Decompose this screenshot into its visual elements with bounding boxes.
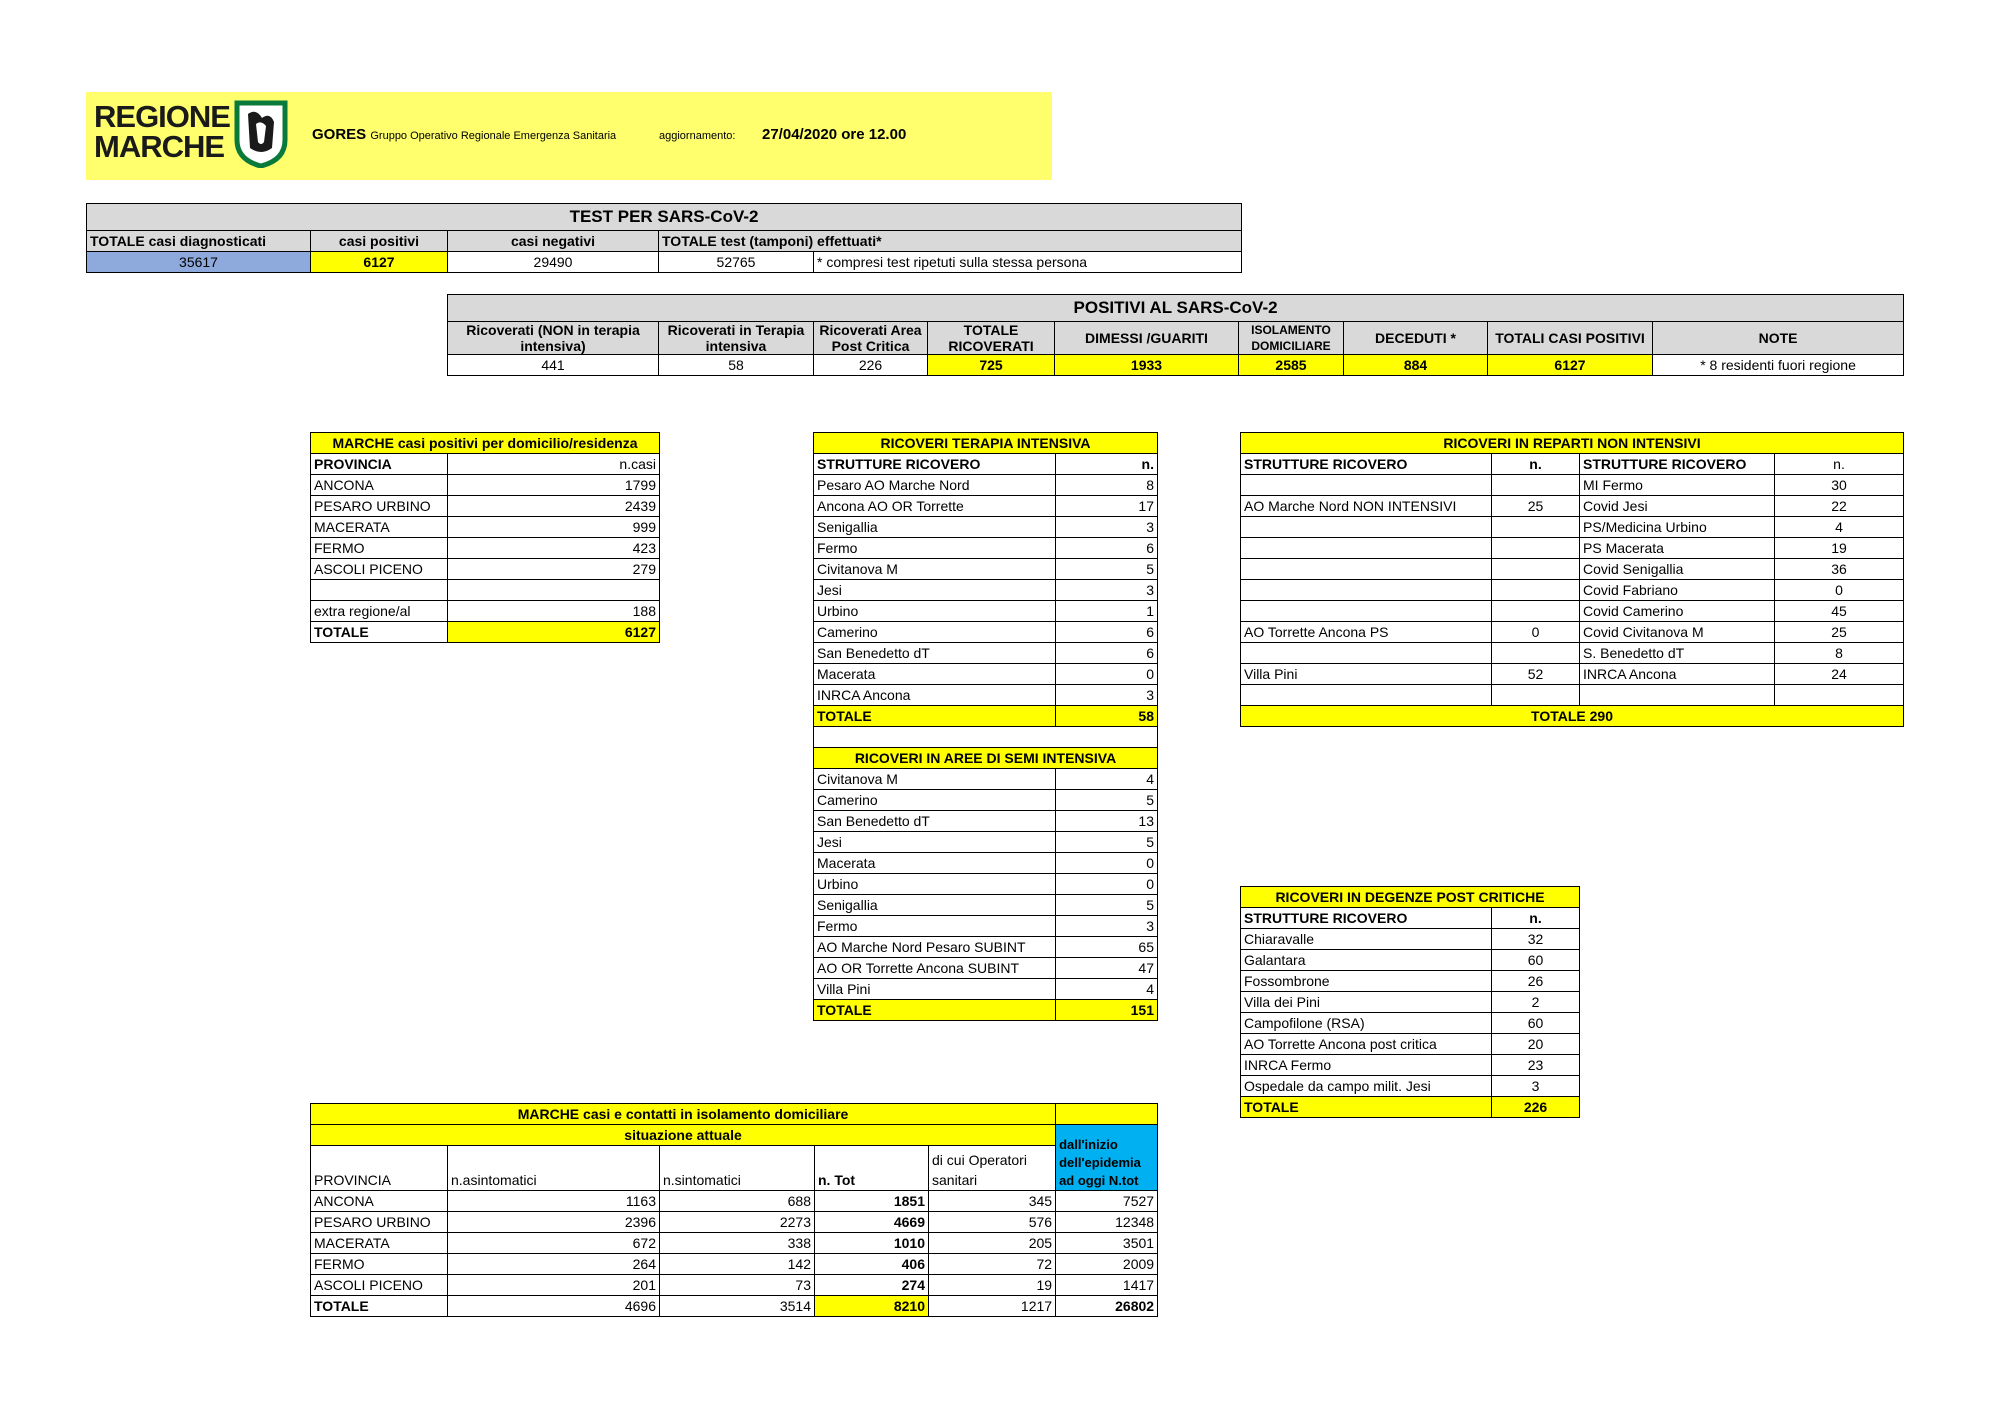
regione-marche-logo xyxy=(94,99,230,164)
ti-row xyxy=(814,538,1158,559)
ti-row-cell: Senigallia xyxy=(814,517,1056,538)
province-title: MARCHE casi positivi per domicilio/residenza xyxy=(311,433,660,454)
ti-spacer-row xyxy=(814,727,1158,748)
province-row xyxy=(311,601,660,622)
province-row xyxy=(311,475,660,496)
iso-row-cell: MACERATA xyxy=(311,1233,448,1254)
iso-row-cell: 2273 xyxy=(660,1212,815,1233)
ni-row-cell xyxy=(1241,538,1492,559)
ni-row-cell: 8 xyxy=(1775,643,1904,664)
pc-title: RICOVERI IN DEGENZE POST CRITICHE xyxy=(1241,887,1580,908)
pc-row-cell: 26 xyxy=(1492,971,1580,992)
ni-row-cell xyxy=(1241,601,1492,622)
ni-row-cell xyxy=(1492,601,1580,622)
iso-row xyxy=(311,1233,1158,1254)
ni-row-cell: S. Benedetto dT xyxy=(1580,643,1775,664)
si-row-cell: Camerino xyxy=(814,790,1056,811)
ni-row-cell: Covid Civitanova M xyxy=(1580,622,1775,643)
iso-total-ntot: 8210 xyxy=(815,1296,929,1317)
update-label: aggiornamento: xyxy=(659,130,736,142)
ni-row xyxy=(1241,517,1904,538)
ni-row-cell: 36 xyxy=(1775,559,1904,580)
ti-row-cell: 3 xyxy=(1056,685,1158,706)
ti-row xyxy=(814,664,1158,685)
province-row xyxy=(311,538,660,559)
pc-row-cell: 60 xyxy=(1492,950,1580,971)
si-row-cell: 47 xyxy=(1056,958,1158,979)
province-row-cell: 279 xyxy=(448,559,660,580)
val-ricoverati-ti: 58 xyxy=(659,355,814,376)
ni-row xyxy=(1241,559,1904,580)
ni-row-cell xyxy=(1492,685,1580,706)
ni-col-n-2: n. xyxy=(1775,454,1904,475)
iso-row-cell: ASCOLI PICENO xyxy=(311,1275,448,1296)
ni-row-cell xyxy=(1241,559,1492,580)
iso-row-cell: 274 xyxy=(815,1275,929,1296)
pc-row xyxy=(1241,992,1580,1013)
val-totale-diagnosticati: 35617 xyxy=(87,252,311,273)
iso-row-cell: 688 xyxy=(660,1191,815,1212)
si-row-cell: AO OR Torrette Ancona SUBINT xyxy=(814,958,1056,979)
ni-row-cell xyxy=(1492,475,1580,496)
si-total-label: TOTALE xyxy=(814,1000,1056,1021)
ti-row-cell: INRCA Ancona xyxy=(814,685,1056,706)
ti-row-cell: Ancona AO OR Torrette xyxy=(814,496,1056,517)
ni-row-cell xyxy=(1775,685,1904,706)
iso-row-cell: 576 xyxy=(929,1212,1056,1233)
ni-row-cell xyxy=(1241,517,1492,538)
si-row xyxy=(814,811,1158,832)
ti-row-cell: Jesi xyxy=(814,580,1056,601)
th-iso-provincia: PROVINCIA xyxy=(311,1146,448,1191)
th-totale-diagnosticati: TOTALE casi diagnosticati xyxy=(87,231,311,252)
val-deceduti: 884 xyxy=(1344,355,1488,376)
iso-total-sintomatici: 3514 xyxy=(660,1296,815,1317)
pc-row xyxy=(1241,929,1580,950)
province-row-cell: FERMO xyxy=(311,538,448,559)
si-title: RICOVERI IN AREE DI SEMI INTENSIVA xyxy=(814,748,1158,769)
province-row-cell: 2439 xyxy=(448,496,660,517)
pc-row xyxy=(1241,1034,1580,1055)
ni-row-cell: 0 xyxy=(1775,580,1904,601)
province-row-cell xyxy=(311,580,448,601)
ni-row-cell: 0 xyxy=(1492,622,1580,643)
pc-row-cell: AO Torrette Ancona post critica xyxy=(1241,1034,1492,1055)
iso-subtitle: situazione attuale xyxy=(311,1125,1056,1146)
ni-row-cell: 22 xyxy=(1775,496,1904,517)
pc-row-cell: Galantara xyxy=(1241,950,1492,971)
province-row xyxy=(311,559,660,580)
si-row-cell: 4 xyxy=(1056,979,1158,1000)
ni-row xyxy=(1241,475,1904,496)
ti-row xyxy=(814,496,1158,517)
ti-row-cell: Fermo xyxy=(814,538,1056,559)
ni-row-cell: INRCA Ancona xyxy=(1580,664,1775,685)
province-row xyxy=(311,517,660,538)
shield-emblem-icon xyxy=(234,100,288,168)
ni-col-strutture-2: STRUTTURE RICOVERO xyxy=(1580,454,1775,475)
val-totale-ricoverati: 725 xyxy=(928,355,1055,376)
si-row-cell: Macerata xyxy=(814,853,1056,874)
iso-total-operatori: 1217 xyxy=(929,1296,1056,1317)
si-row-cell: Civitanova M xyxy=(814,769,1056,790)
th-ricoverati-non-ti: Ricoverati (NON in terapia intensiva) xyxy=(448,322,659,355)
gores-label xyxy=(312,126,616,143)
si-row xyxy=(814,937,1158,958)
logo-line-2: MARCHE xyxy=(94,129,225,164)
ni-row-cell: 25 xyxy=(1492,496,1580,517)
val-dimessi-guariti: 1933 xyxy=(1055,355,1239,376)
iso-row-cell: 345 xyxy=(929,1191,1056,1212)
si-row-cell: 65 xyxy=(1056,937,1158,958)
ti-row-cell: Macerata xyxy=(814,664,1056,685)
org-short: GORES xyxy=(312,126,367,143)
ti-row-cell: 3 xyxy=(1056,580,1158,601)
ni-col-n-1: n. xyxy=(1492,454,1580,475)
ti-row-cell: 3 xyxy=(1056,517,1158,538)
th-note: NOTE xyxy=(1653,322,1904,355)
ti-row xyxy=(814,643,1158,664)
val-casi-negativi: 29490 xyxy=(448,252,659,273)
pc-row xyxy=(1241,971,1580,992)
iso-row-cell: 201 xyxy=(448,1275,660,1296)
iso-total-label: TOTALE xyxy=(311,1296,448,1317)
pc-row-cell: 23 xyxy=(1492,1055,1580,1076)
ni-row-cell: 24 xyxy=(1775,664,1904,685)
ni-row xyxy=(1241,685,1904,706)
ni-row-cell xyxy=(1241,685,1492,706)
iso-row-cell: 2009 xyxy=(1056,1254,1158,1275)
ti-row-cell: 1 xyxy=(1056,601,1158,622)
pc-row-cell: 3 xyxy=(1492,1076,1580,1097)
non-intensivi-table xyxy=(1240,432,1904,727)
si-row-cell: 5 xyxy=(1056,790,1158,811)
th-isolamento-domiciliare: ISOLAMENTO DOMICILIARE xyxy=(1239,322,1344,355)
val-ricoverati-post-critica: 226 xyxy=(814,355,928,376)
ni-row-cell xyxy=(1241,475,1492,496)
iso-row-cell: 2396 xyxy=(448,1212,660,1233)
ni-row-cell: 52 xyxy=(1492,664,1580,685)
ti-row-cell: Civitanova M xyxy=(814,559,1056,580)
si-row-cell: Fermo xyxy=(814,916,1056,937)
pc-row-cell: 20 xyxy=(1492,1034,1580,1055)
ni-row-cell: Covid Senigallia xyxy=(1580,559,1775,580)
iso-row-cell: 12348 xyxy=(1056,1212,1158,1233)
si-row xyxy=(814,979,1158,1000)
iso-title-filler xyxy=(1056,1104,1158,1125)
iso-row xyxy=(311,1212,1158,1233)
province-row-cell: 188 xyxy=(448,601,660,622)
province-row-cell: PESARO URBINO xyxy=(311,496,448,517)
ni-row-cell: AO Torrette Ancona PS xyxy=(1241,622,1492,643)
ni-row-cell: Covid Jesi xyxy=(1580,496,1775,517)
pc-total-value: 226 xyxy=(1492,1097,1580,1118)
si-row xyxy=(814,790,1158,811)
iso-row-cell: 7527 xyxy=(1056,1191,1158,1212)
iso-row-cell: 142 xyxy=(660,1254,815,1275)
ti-row xyxy=(814,559,1158,580)
ti-row-cell: 6 xyxy=(1056,622,1158,643)
pc-row xyxy=(1241,1013,1580,1034)
ti-row xyxy=(814,580,1158,601)
ni-row-cell: 4 xyxy=(1775,517,1904,538)
si-row-cell: AO Marche Nord Pesaro SUBINT xyxy=(814,937,1056,958)
iso-row-cell: 338 xyxy=(660,1233,815,1254)
si-row-cell: 5 xyxy=(1056,832,1158,853)
iso-row-cell: 205 xyxy=(929,1233,1056,1254)
si-row xyxy=(814,874,1158,895)
update-value: 27/04/2020 ore 12.00 xyxy=(762,126,907,143)
val-totale-test: 52765 xyxy=(659,252,814,273)
ni-row-cell xyxy=(1492,559,1580,580)
si-row-cell: 0 xyxy=(1056,874,1158,895)
iso-row-cell: 406 xyxy=(815,1254,929,1275)
ni-total: TOTALE 290 xyxy=(1241,706,1904,727)
si-total-value: 151 xyxy=(1056,1000,1158,1021)
iso-row xyxy=(311,1254,1158,1275)
ni-row-cell: Covid Fabriano xyxy=(1580,580,1775,601)
ti-row-cell: 8 xyxy=(1056,475,1158,496)
province-row xyxy=(311,496,660,517)
ti-col-strutture: STRUTTURE RICOVERO xyxy=(814,454,1056,475)
si-row-cell: San Benedetto dT xyxy=(814,811,1056,832)
ni-row-cell: AO Marche Nord NON INTENSIVI xyxy=(1241,496,1492,517)
si-row-cell: 0 xyxy=(1056,853,1158,874)
iso-row-cell: 3501 xyxy=(1056,1233,1158,1254)
ti-total-value: 58 xyxy=(1056,706,1158,727)
th-dimessi-guariti: DIMESSI /GUARITI xyxy=(1055,322,1239,355)
iso-row-cell: PESARO URBINO xyxy=(311,1212,448,1233)
ni-row xyxy=(1241,538,1904,559)
th-iso-asintomatici: n.asintomatici xyxy=(448,1146,660,1191)
si-row xyxy=(814,853,1158,874)
th-casi-negativi: casi negativi xyxy=(448,231,659,252)
ni-title: RICOVERI IN REPARTI NON INTENSIVI xyxy=(1241,433,1904,454)
terapia-intensiva-table xyxy=(813,432,1158,1021)
province-row-cell: ASCOLI PICENO xyxy=(311,559,448,580)
pc-row xyxy=(1241,1076,1580,1097)
val-note: * 8 residenti fuori regione xyxy=(1653,355,1904,376)
ni-row-cell xyxy=(1492,643,1580,664)
pc-col-strutture: STRUTTURE RICOVERO xyxy=(1241,908,1492,929)
si-row-cell: 13 xyxy=(1056,811,1158,832)
th-iso-sintomatici: n.sintomatici xyxy=(660,1146,815,1191)
ti-row-cell: San Benedetto dT xyxy=(814,643,1056,664)
province-table xyxy=(310,432,660,643)
province-row-cell: extra regione/al xyxy=(311,601,448,622)
th-iso-operatori: di cui Operatori sanitari xyxy=(929,1146,1056,1191)
ni-row-cell xyxy=(1492,538,1580,559)
th-totali-casi-positivi: TOTALI CASI POSITIVI xyxy=(1488,322,1653,355)
pc-col-n: n. xyxy=(1492,908,1580,929)
si-row-cell: Jesi xyxy=(814,832,1056,853)
iso-row-cell: 1851 xyxy=(815,1191,929,1212)
province-total-label: TOTALE xyxy=(311,622,448,643)
ni-row-cell: PS Macerata xyxy=(1580,538,1775,559)
ni-row-cell: 45 xyxy=(1775,601,1904,622)
positivi-title: POSITIVI AL SARS-CoV-2 xyxy=(448,295,1904,322)
ni-row-cell: Villa Pini xyxy=(1241,664,1492,685)
iso-row-cell: FERMO xyxy=(311,1254,448,1275)
province-row-cell: MACERATA xyxy=(311,517,448,538)
th-totale-test: TOTALE test (tamponi) effettuati* xyxy=(659,231,1242,252)
logo-line-1: REGIONE xyxy=(94,99,230,134)
test-note: * compresi test ripetuti sulla stessa persona xyxy=(814,252,1242,273)
th-deceduti: DECEDUTI * xyxy=(1344,322,1488,355)
iso-row-cell: 264 xyxy=(448,1254,660,1275)
iso-row-cell: 19 xyxy=(929,1275,1056,1296)
pc-row-cell: Fossombrone xyxy=(1241,971,1492,992)
ni-row xyxy=(1241,601,1904,622)
pc-row-cell: Campofilone (RSA) xyxy=(1241,1013,1492,1034)
ni-row xyxy=(1241,496,1904,517)
ti-row xyxy=(814,685,1158,706)
iso-row-cell: 73 xyxy=(660,1275,815,1296)
ni-row-cell xyxy=(1580,685,1775,706)
th-ricoverati-ti: Ricoverati in Terapia intensiva xyxy=(659,322,814,355)
ti-row xyxy=(814,601,1158,622)
si-row-cell: Villa Pini xyxy=(814,979,1056,1000)
ni-row-cell xyxy=(1241,580,1492,601)
ni-row-cell: MI Fermo xyxy=(1580,475,1775,496)
positivi-table xyxy=(447,294,1904,376)
val-ricoverati-non-ti: 441 xyxy=(448,355,659,376)
province-row-cell xyxy=(448,580,660,601)
ni-row-cell xyxy=(1241,643,1492,664)
test-table xyxy=(86,203,1242,273)
ti-row-cell: Urbino xyxy=(814,601,1056,622)
iso-row-cell: 1163 xyxy=(448,1191,660,1212)
province-total-value: 6127 xyxy=(448,622,660,643)
pc-row xyxy=(1241,1055,1580,1076)
ti-row-cell: Pesaro AO Marche Nord xyxy=(814,475,1056,496)
iso-row xyxy=(311,1191,1158,1212)
ni-row xyxy=(1241,622,1904,643)
val-isolamento-domiciliare: 2585 xyxy=(1239,355,1344,376)
ti-row-cell: 17 xyxy=(1056,496,1158,517)
org-long: Gruppo Operativo Regionale Emergenza Sanitaria xyxy=(370,130,617,142)
si-row xyxy=(814,769,1158,790)
pc-row-cell: Ospedale da campo milit. Jesi xyxy=(1241,1076,1492,1097)
pc-row-cell: 32 xyxy=(1492,929,1580,950)
test-title: TEST PER SARS-CoV-2 xyxy=(87,204,1242,231)
ti-row xyxy=(814,475,1158,496)
si-row xyxy=(814,916,1158,937)
si-row xyxy=(814,832,1158,853)
ti-row xyxy=(814,517,1158,538)
iso-row-cell: 4669 xyxy=(815,1212,929,1233)
province-row-cell: 1799 xyxy=(448,475,660,496)
ni-row-cell: 25 xyxy=(1775,622,1904,643)
ni-col-strutture-1: STRUTTURE RICOVERO xyxy=(1241,454,1492,475)
pc-row-cell: 60 xyxy=(1492,1013,1580,1034)
pc-row-cell: Chiaravalle xyxy=(1241,929,1492,950)
ti-row-cell: 5 xyxy=(1056,559,1158,580)
ni-row-cell xyxy=(1492,580,1580,601)
si-row-cell: 4 xyxy=(1056,769,1158,790)
val-totali-casi-positivi: 6127 xyxy=(1488,355,1653,376)
iso-row-cell: 672 xyxy=(448,1233,660,1254)
th-totale-ricoverati: TOTALE RICOVERATI xyxy=(928,322,1055,355)
province-row-cell: 423 xyxy=(448,538,660,559)
ni-row xyxy=(1241,664,1904,685)
si-row xyxy=(814,958,1158,979)
iso-row-cell: ANCONA xyxy=(311,1191,448,1212)
ti-title: RICOVERI TERAPIA INTENSIVA xyxy=(814,433,1158,454)
province-row xyxy=(311,580,660,601)
iso-row xyxy=(311,1275,1158,1296)
pc-total-label: TOTALE xyxy=(1241,1097,1492,1118)
si-row-cell: Senigallia xyxy=(814,895,1056,916)
iso-row-cell: 1010 xyxy=(815,1233,929,1254)
pc-row-cell: INRCA Fermo xyxy=(1241,1055,1492,1076)
ni-row xyxy=(1241,580,1904,601)
ni-row-cell: 30 xyxy=(1775,475,1904,496)
header-banner xyxy=(86,92,1052,180)
iso-total-asintomatici: 4696 xyxy=(448,1296,660,1317)
ti-col-n: n. xyxy=(1056,454,1158,475)
province-row-cell: ANCONA xyxy=(311,475,448,496)
ni-row-cell: PS/Medicina Urbino xyxy=(1580,517,1775,538)
si-row-cell: 3 xyxy=(1056,916,1158,937)
iso-title: MARCHE casi e contatti in isolamento domiciliare xyxy=(311,1104,1056,1125)
ti-row-cell: 0 xyxy=(1056,664,1158,685)
province-row-cell: 999 xyxy=(448,517,660,538)
val-casi-positivi: 6127 xyxy=(311,252,448,273)
ti-total-label: TOTALE xyxy=(814,706,1056,727)
ti-row-cell: 6 xyxy=(1056,538,1158,559)
th-ricoverati-post-critica: Ricoverati Area Post Critica xyxy=(814,322,928,355)
si-row-cell: Urbino xyxy=(814,874,1056,895)
isolamento-table xyxy=(310,1103,1158,1317)
pc-row xyxy=(1241,950,1580,971)
post-critiche-table xyxy=(1240,886,1580,1118)
province-col-ncasi: n.casi xyxy=(448,454,660,475)
ni-row-cell: Covid Camerino xyxy=(1580,601,1775,622)
ti-row xyxy=(814,622,1158,643)
pc-row-cell: 2 xyxy=(1492,992,1580,1013)
ni-row-cell: 19 xyxy=(1775,538,1904,559)
th-iso-ntot: n. Tot xyxy=(815,1146,929,1191)
ni-row-cell xyxy=(1492,517,1580,538)
th-iso-dall-inizio: dall'inizio dell'epidemia ad oggi N.tot xyxy=(1056,1125,1158,1191)
si-row xyxy=(814,895,1158,916)
ti-row-cell: 6 xyxy=(1056,643,1158,664)
iso-row-cell: 72 xyxy=(929,1254,1056,1275)
si-row-cell: 5 xyxy=(1056,895,1158,916)
ni-row xyxy=(1241,643,1904,664)
iso-total-dall-inizio: 26802 xyxy=(1056,1296,1158,1317)
ti-row-cell: Camerino xyxy=(814,622,1056,643)
pc-row-cell: Villa dei Pini xyxy=(1241,992,1492,1013)
iso-row-cell: 1417 xyxy=(1056,1275,1158,1296)
province-col-provincia: PROVINCIA xyxy=(311,454,448,475)
th-casi-positivi: casi positivi xyxy=(311,231,448,252)
